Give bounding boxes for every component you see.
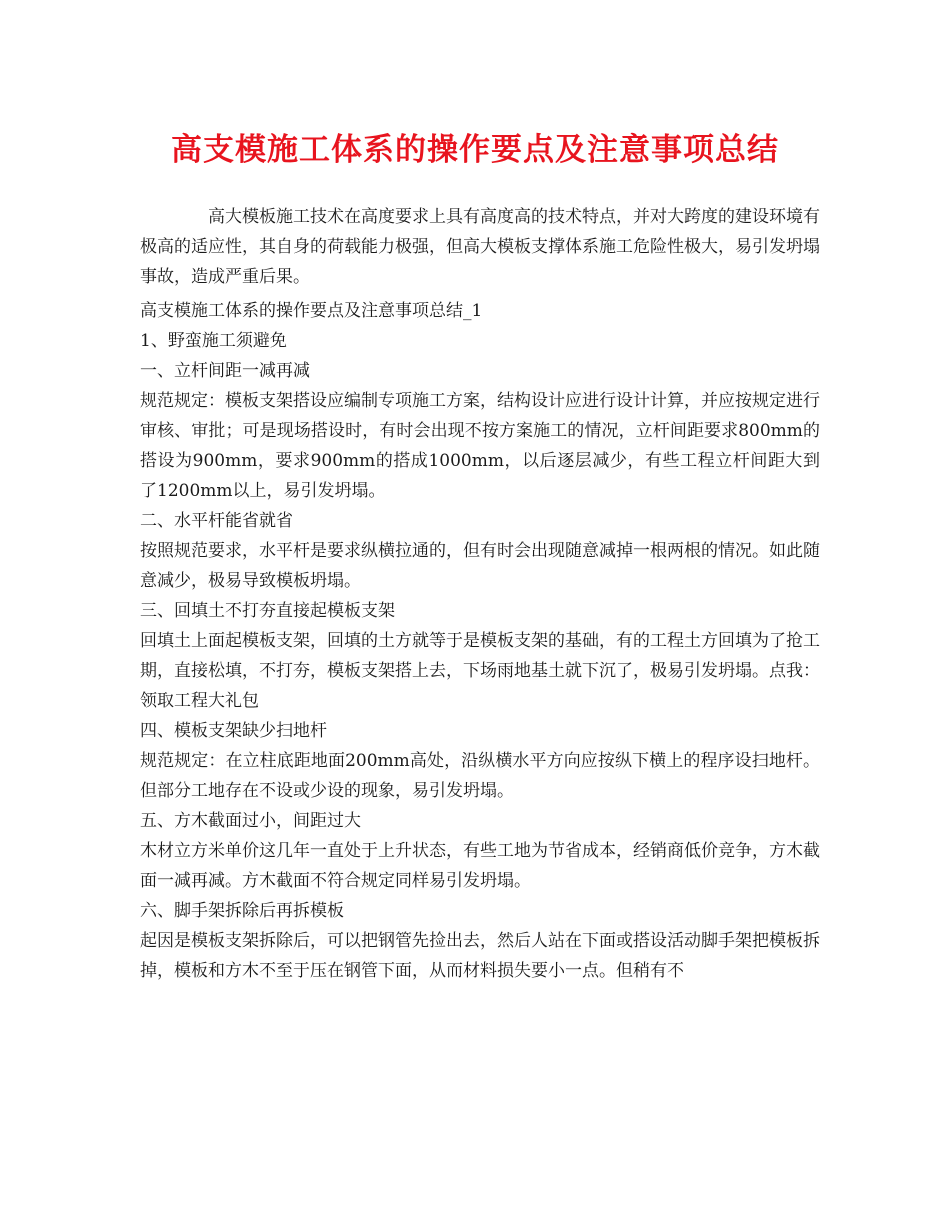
- item-paragraph: 木材立方米单价这几年一直处于上升状态，有些工地为节省成本，经销商低价竞争，方木截面一减再减。方木截面不符合规定同样易引发坍塌。: [140, 841, 820, 891]
- intro-paragraph: 高大模板施工技术在高度要求上具有高度高的技术特点，并对大跨度的建设环境有极高的适应性，其自身的荷载能力极强，但高大模板支撑体系施工危险性极大，易引发坍塌事故，造成严重后果。: [140, 207, 820, 287]
- section-heading: 1、野蛮施工须避免: [140, 331, 287, 351]
- item-heading: 五、方木截面过小，间距过大: [140, 811, 361, 831]
- item-heading: 六、脚手架拆除后再拆模板: [140, 901, 344, 921]
- item-paragraph: 规范规定：模板支架搭设应编制专项施工方案，结构设计应进行设计计算，并应按规定进行审核、审批；可是现场搭设时，有时会出现不按方案施工的情况，立杆间距要求800mm的搭设为900mm，要求900mm的搭成1000mm，以后逐层减少，有些工程立杆间距大到了1200mm以上，易引发坍塌。: [140, 391, 820, 501]
- document-body: [140, 202, 820, 986]
- item-heading: 四、模板支架缺少扫地杆: [140, 721, 327, 741]
- document-title: 高支模施工体系的操作要点及注意事项总结: [171, 132, 779, 168]
- item-paragraph: 规范规定：在立柱底距地面200mm高处，沿纵横水平方向应按纵下横上的程序设扫地杆。但部分工地存在不设或少设的现象，易引发坍塌。: [140, 751, 820, 801]
- item-paragraph: 按照规范要求，水平杆是要求纵横拉通的，但有时会出现随意减掉一根两根的情况。如此随意减少，极易导致模板坍塌。: [140, 541, 820, 591]
- document-subtitle: 高支模施工体系的操作要点及注意事项总结_1: [140, 301, 483, 321]
- item-paragraph: 回填土上面起模板支架，回填的土方就等于是模板支架的基础，有的工程土方回填为了抢工期，直接松填，不打夯，模板支架搭上去，下场雨地基土就下沉了，极易引发坍塌。点我：领取工程大礼包: [140, 631, 820, 711]
- item-heading: 二、水平杆能省就省: [140, 511, 293, 531]
- item-heading: 三、回填土不打夯直接起模板支架: [140, 601, 395, 621]
- item-heading: 一、立杆间距一减再减: [140, 361, 310, 381]
- item-paragraph: 起因是模板支架拆除后，可以把钢管先捡出去，然后人站在下面或搭设活动脚手架把模板拆掉，模板和方木不至于压在钢管下面，从而材料损失要小一点。但稍有不: [140, 931, 820, 981]
